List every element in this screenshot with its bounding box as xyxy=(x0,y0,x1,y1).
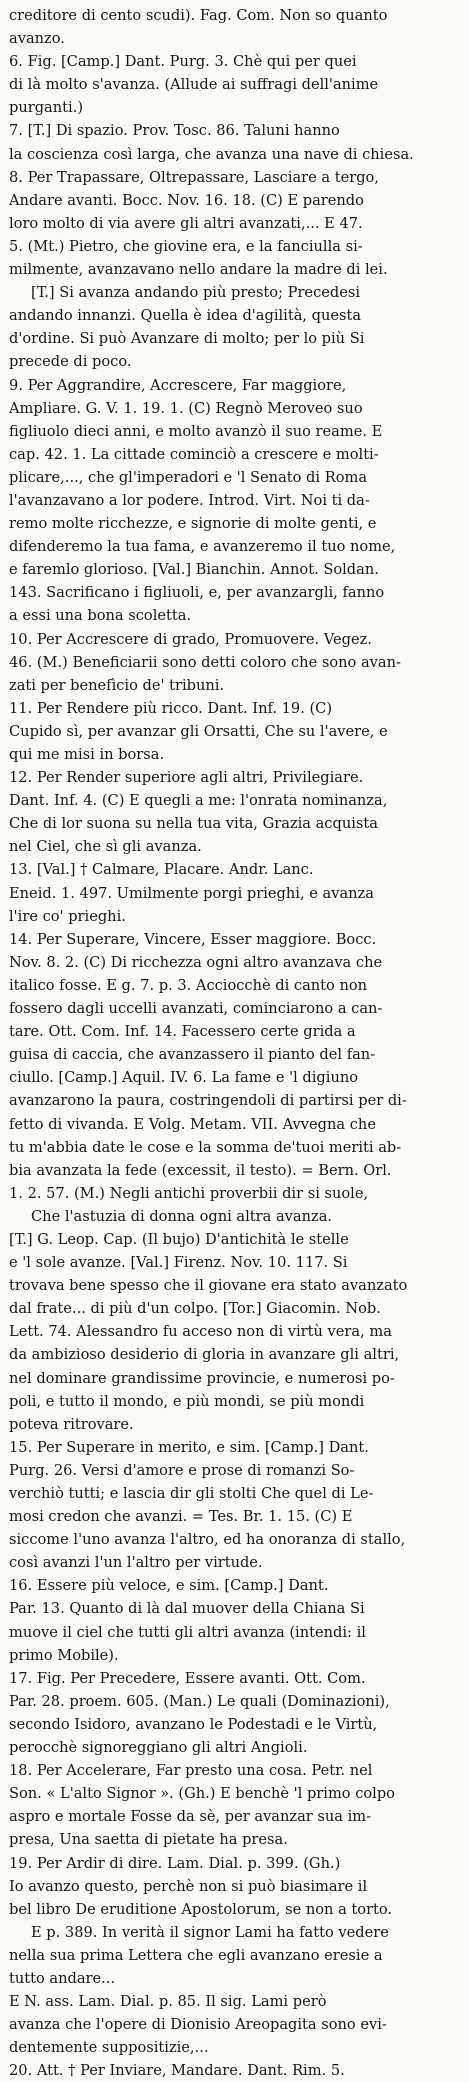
text-line: [T.] G. Leop. Cap. (Il bujo) D'antichità le stelle xyxy=(9,1230,349,1248)
text-line: 18. Per Accelerare, Far presto una cosa. Petr. nel xyxy=(9,1762,373,1780)
text-line: E N. ass. Lam. Dial. p. 85. Il sig. Lami però xyxy=(9,1993,327,2011)
text-line: difenderemo la tua fama, e avanzeremo il tuo nome, xyxy=(9,538,396,556)
text-line: loro molto di via avere gli altri avanzati,... E 47. xyxy=(9,214,363,232)
text-line: 7. [T.] Di spazio. Prov. Tosc. 86. Taluni hanno xyxy=(9,122,340,140)
text-line: Eneid. 1. 497. Umilmente porgi prieghi, e avanza xyxy=(9,884,374,902)
text-line: 15. Per Superare in merito, e sim. [Camp.] Dant. xyxy=(9,1438,369,1456)
text-line: muove il ciel che tutti gli altri avanza (intendi: il xyxy=(9,1623,366,1641)
text-line: avanza che l'opere di Dionisio Areopagita sono evi- xyxy=(9,2016,387,2034)
text-line: zati per benefìcio de' tribuni. xyxy=(9,676,225,694)
text-line: presa, Una saetta di pietate ha presa. xyxy=(9,1831,288,1849)
text-line: aspro e mortale Fosse da sè, per avanzar sua im- xyxy=(9,1808,372,1826)
text-line: secondo Isidoro, avanzano le Podestadi e le Virtù, xyxy=(9,1715,378,1733)
text-line: bel libro De eruditione Apostolorum, se non a torto. xyxy=(9,1900,393,1918)
text-line: Son. « L'alto Signor ». (Gh.) E benchè 'l primo colpo xyxy=(9,1785,395,1803)
text-line: avanzo. xyxy=(9,30,65,48)
text-line: 19. Per Ardir di dire. Lam. Dial. p. 399. (Gh.) xyxy=(9,1854,341,1872)
text-line: qui me misi in borsa. xyxy=(9,746,165,763)
text-line: e 'l sole avanze. [Val.] Firenz. Nov. 10. 117. Si xyxy=(9,1254,348,1272)
text-line: dentemente suppositizie,... xyxy=(9,2039,209,2057)
text-line: 143. Sacrificano i figliuoli, e, per avanzargli, fanno xyxy=(9,584,385,602)
text-line: guisa di caccia, che avanzassero il pianto del fan- xyxy=(9,1046,376,1064)
text-line: 10. Per Accrescere di grado, Promuovere. Vegez. xyxy=(9,630,372,648)
text-line: 16. Essere più veloce, e sim. [Camp.] Dant. xyxy=(9,1577,329,1595)
text-line: fossero dagli uccelli avanzati, cominciarono a can- xyxy=(9,1000,383,1018)
text-line: creditore di cento scudi). Fag. Com. Non so quanto xyxy=(9,7,388,24)
text-line: 13. [Val.] † Calmare, Placare. Andr. Lanc. xyxy=(9,861,314,879)
text-line: Dant. Inf. 4. (C) E quegli a me: l'onrata nominanza, xyxy=(9,792,388,810)
text-line: poteva ritrovare. xyxy=(9,1415,134,1433)
text-line: milmente, avanzavano nello andare la madre di lei. xyxy=(9,261,388,279)
text-line: andando innanzi. Quella è idea d'agilità, questa xyxy=(9,307,362,325)
text-line: Par. 28. proem. 605. (Man.) Le quali (Dominazioni), xyxy=(9,1692,390,1710)
text-line: 46. (M.) Beneficiarii sono detti coloro che sono avan- xyxy=(9,653,401,671)
text-line: figliuolo dieci anni, e molto avanzò il suo reame. E xyxy=(9,422,383,440)
text-line: l'avanzavano a lor podere. Introd. Virt. Noi ti da- xyxy=(9,491,370,509)
text-line: Par. 13. Quanto di là dal muover della Chiana Si xyxy=(9,1600,365,1618)
text-line: E p. 389. In verità il signor Lami ha fatto vedere xyxy=(31,1923,389,1941)
text-line: di là molto s'avanza. (Allude ai suffragi dell'anime xyxy=(9,76,379,94)
text-line: 1. 2. 57. (M.) Negli antichi proverbii dir si suole, xyxy=(9,1184,369,1202)
text-line: mosi credon che avanzi. = Tes. Br. 1. 15. (C) E xyxy=(9,1508,353,1526)
text-line: trovava bene spesso che il giovane era stato avanzato xyxy=(9,1277,408,1295)
text-line: 8. Per Trapassare, Oltrepassare, Lasciare a tergo, xyxy=(9,168,379,186)
text-line: da ambizioso desiderio di gloria in avanzare gli altri, xyxy=(9,1346,400,1364)
text-line: dal frate... di più d'un colpo. [Tor.] Giacomin. Nob. xyxy=(9,1300,381,1318)
text-line: italico fosse. E g. 7. p. 3. Acciocchè di canto non xyxy=(9,976,368,994)
text-line: tu m'abbia date le cose e la somma de'tuoi meriti ab- xyxy=(9,1138,402,1156)
text-line: 6. Fig. [Camp.] Dant. Purg. 3. Chè qui per quei xyxy=(9,53,357,71)
text-line: verchiò tutti; e lascia dir gli stolti Che quel di Le- xyxy=(9,1485,374,1502)
text-line: Lett. 74. Alessandro fu acceso non di virtù vera, ma xyxy=(9,1323,392,1341)
text-line: 9. Per Aggrandire, Accrescere, Far maggiore, xyxy=(9,376,347,394)
text-line: a essi una bona scoletta. xyxy=(9,607,192,625)
text-line: 14. Per Superare, Vincere, Esser maggiore. Bocc. xyxy=(9,930,377,948)
text-line: Io avanzo questo, perchè non si può biasimare il xyxy=(9,1877,368,1895)
text-line: perocchè signoreggiano gli altri Angioli. xyxy=(9,1739,308,1757)
text-line: d'ordine. Si può Avanzare di molto; per lo più Si xyxy=(9,330,365,348)
text-line: siccome l'uno avanza l'altro, ed ha onoranza di stallo, xyxy=(9,1531,406,1549)
text-line: nel Ciel, che sì gli avanza. xyxy=(9,838,202,856)
text-line: cap. 42. 1. La cittade cominciò a crescere e molti- xyxy=(9,445,379,463)
text-line: tutto andare... xyxy=(9,1969,116,1987)
text-line: Ampliare. G. V. 1. 19. 1. (C) Regnò Meroveo suo xyxy=(9,399,363,417)
text-line: 17. Fig. Per Precedere, Essere avanti. Ott. Com. xyxy=(9,1669,366,1687)
text-line: e faremlo glorioso. [Val.] Bianchin. Annot. Soldan. xyxy=(9,561,379,579)
text-line: bia avanzata la fede (excessit, il testo). = Bern. Orl. xyxy=(9,1161,392,1179)
text-line: [T.] Si avanza andando più presto; Precedesi xyxy=(31,284,361,302)
text-line: poli, e tutto il mondo, e più mondi, se più mondi xyxy=(9,1392,365,1410)
text-line: remo molte ricchezze, e signorie di molte genti, e xyxy=(9,515,377,533)
text-line: 5. (Mt.) Pietro, che giovine era, e la fanciulla si- xyxy=(9,237,363,255)
text-line: l'ire co' prieghi. xyxy=(9,907,126,925)
text-line: 20. Att. † Per Inviare, Mandare. Dant. Rim. 5. xyxy=(9,2062,345,2080)
text-line: nel dominare grandissime provincie, e numerosi po- xyxy=(9,1369,395,1387)
text-line: Andare avanti. Bocc. Nov. 16. 18. (C) E parendo xyxy=(9,191,364,209)
text-line: plicare,..., che gl'imperadori e 'l Senato di Roma xyxy=(9,468,368,486)
text-line: la coscienza così larga, che avanza una nave di chiesa. xyxy=(9,145,414,163)
text-line: primo Mobile). xyxy=(9,1646,119,1664)
text-line: Che di lor suona su nella tua vita, Grazia acquista xyxy=(9,815,378,833)
text-line: avanzarono la paura, costringendoli di partirsi per di- xyxy=(9,1092,407,1110)
text-line: Che l'astuzia di donna ogni altra avanza. xyxy=(31,1207,333,1225)
text-line: precede di poco. xyxy=(9,353,132,371)
text-line: Nov. 8. 2. (C) Di ricchezza ogni altro avanzava che xyxy=(9,953,383,971)
text-line: Cupido sì, per avanzar gli Orsatti, Che su l'avere, e xyxy=(9,722,388,740)
text-line: 12. Per Render superiore agli altri, Privilegiare. xyxy=(9,769,364,787)
text-line: fetto di vivanda. E Volg. Metam. VII. Avvegna che xyxy=(9,1115,376,1133)
text-line: Purg. 26. Versi d'amore e prose di romanzi So- xyxy=(9,1461,355,1479)
text-line: nella sua prima Lettera che egli avanzano eresie a xyxy=(9,1946,383,1964)
text-line: così avanzi l'un l'altro per virtude. xyxy=(9,1554,263,1572)
text-line: 11. Per Rendere più ricco. Dant. Inf. 19. (C) xyxy=(9,699,333,717)
text-line: ciullo. [Camp.] Aquil. IV. 6. La fame e 'l digiuno xyxy=(9,1069,359,1087)
text-line: purganti.) xyxy=(9,99,84,117)
text-line: tare. Ott. Com. Inf. 14. Facessero certe grida a xyxy=(9,1023,356,1041)
